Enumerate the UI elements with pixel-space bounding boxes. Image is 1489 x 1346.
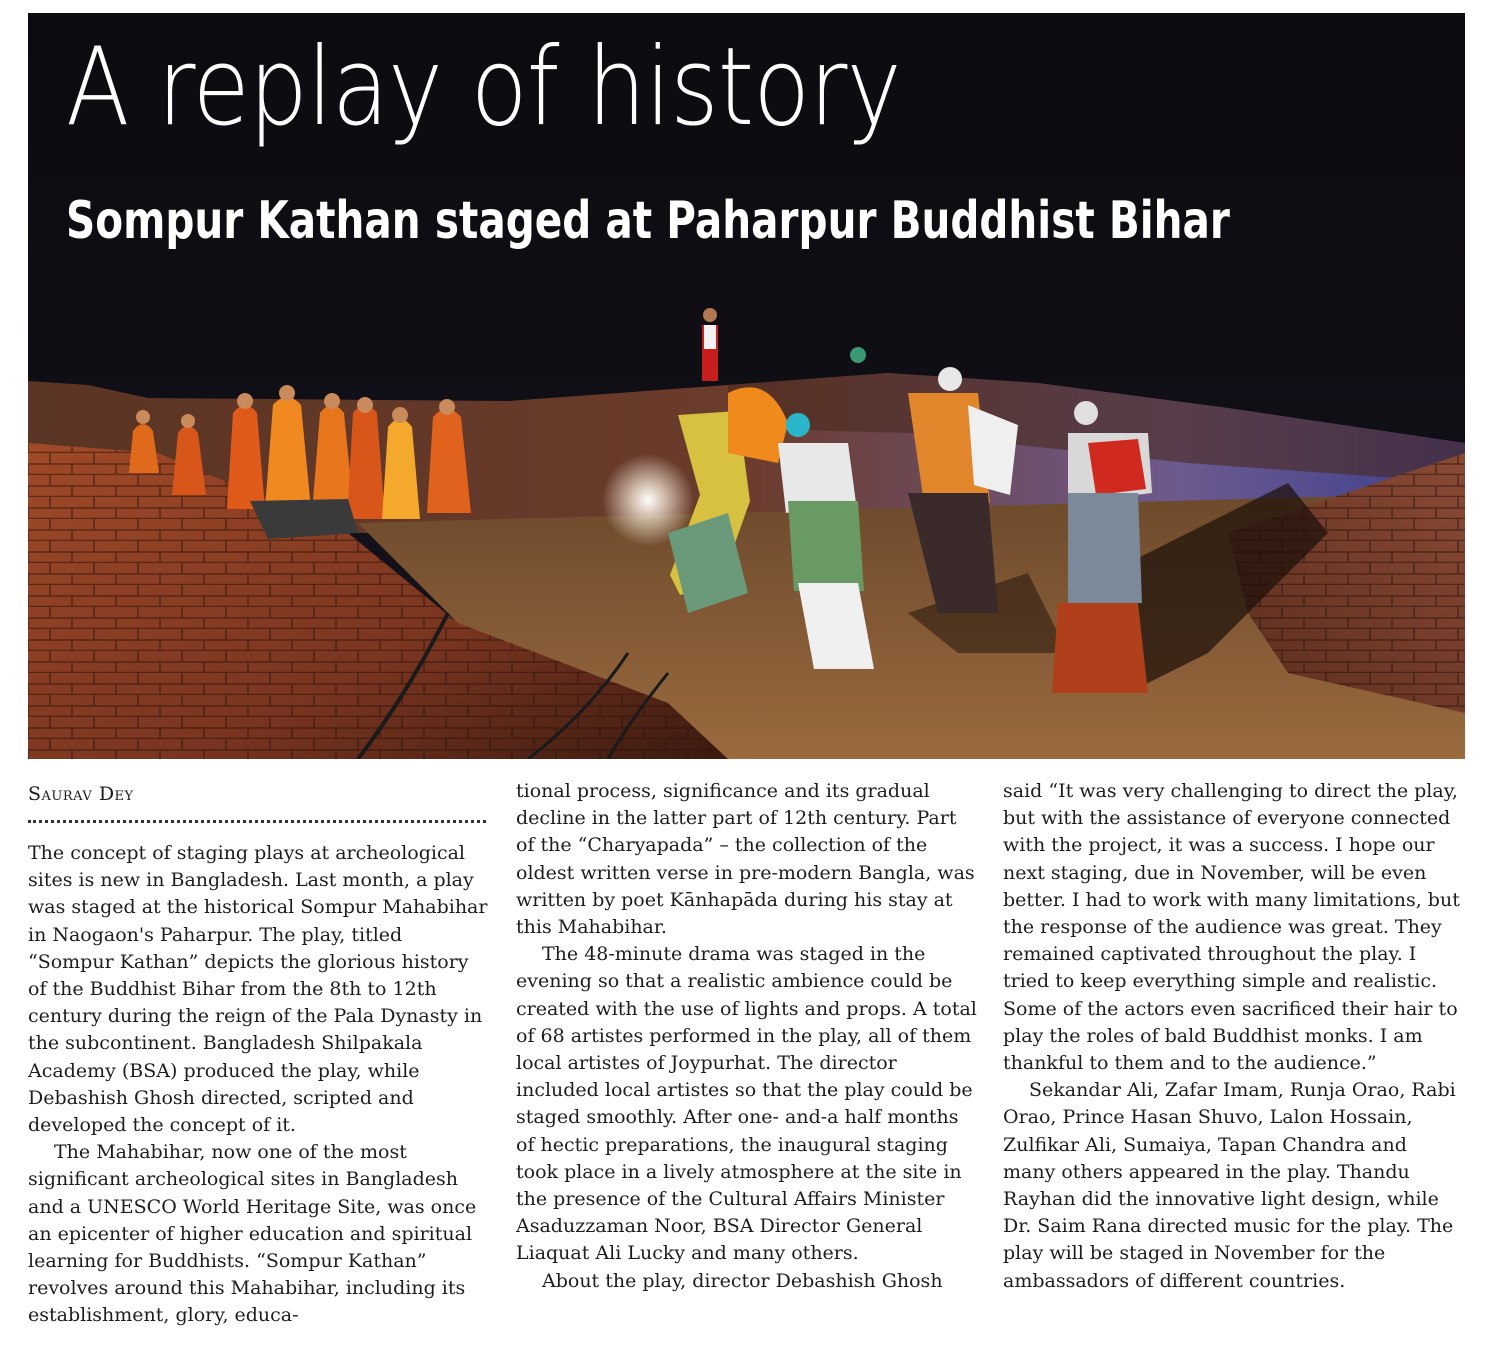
article-column-2 bbox=[516, 778, 978, 1295]
article-column-3 bbox=[1003, 778, 1465, 1295]
article-headline: A replay of history bbox=[66, 25, 901, 150]
paragraph: The Mahabihar, now one of the most significant archeological sites in Bangladesh and a UNESCO World Heritage Site, was once an epicenter of higher education and spiritual learning for Buddhists. “Sompur Kathan” revolves around this Mahabihar, including its establishment, glory, educa- bbox=[28, 1141, 477, 1327]
subheadline-bold: Sompur Kathan bbox=[66, 191, 421, 251]
paragraph: The concept of staging plays at archeological sites is new in Bangladesh. Last month, a play was staged at the historical Sompur Mahabihar in Naogaon's Paharpur. The play, titled “Sompur Kathan” depicts the glorious history of the Buddhist Bihar from the 8th to 12th century during the reign of the Pala Dynasty in the subcontinent. Bangladesh Shilpakala Academy (BSA) produced the play, while Debashish Ghosh directed, scripted and developed the concept of it. bbox=[28, 842, 488, 1137]
article-column-1 bbox=[28, 840, 490, 1330]
paragraph: said “It was very challenging to direct the play, but with the assistance of everyone connected with the project, it was a success. I hope our next staging, due in November, will be even better. I had to work with many limitations, but the response of the audience was great. They remained captivated throughout the play. I tried to keep everything simple and realistic. Some of the actors even sacrificed their hair to play the roles of bald Buddhist monks. I am thankful to them and to the audience.” bbox=[1003, 780, 1460, 1075]
article-subheadline bbox=[66, 189, 1230, 253]
byline-divider bbox=[28, 820, 486, 823]
paragraph: The 48-minute drama was staged in the evening so that a realistic ambience could be created with the use of lights and props. A total of 68 artistes performed in the play, all of them local artistes of Joypurhat. The director included local artistes so that the play could be staged smoothly. After one- and-a half months of hectic preparations, the inaugural staging took place in a lively atmosphere at the site in the presence of the Cultural Affairs Minister Asaduzzaman Noor, BSA Director General Liaquat Ali Lucky and many others. bbox=[516, 943, 977, 1265]
paragraph: Sekandar Ali, Zafar Imam, Runja Orao, Rabi Orao, Prince Hasan Shuvo, Lalon Hossain, Zulfikar Ali, Sumaiya, Tapan Chandra and many others appeared in the play. Thandu Rayhan did the innovative light design, while Dr. Saim Rana directed music for the play. The play will be staged in November for the ambassadors of different countries. bbox=[1003, 1079, 1456, 1292]
paragraph: About the play, director Debashish Ghosh bbox=[542, 1269, 943, 1292]
hero-photo bbox=[28, 13, 1465, 759]
author-byline: Saurav Dey bbox=[28, 783, 134, 805]
subheadline-rest: staged at Paharpur Buddhist Bihar bbox=[420, 191, 1230, 251]
paragraph: tional process, significance and its gradual decline in the latter part of 12th century. Part of the “Charyapada” – the collection of the oldest written verse in pre-modern Bangla, was written by poet Kānhapāda during his stay at this Mahabihar. bbox=[516, 780, 975, 939]
